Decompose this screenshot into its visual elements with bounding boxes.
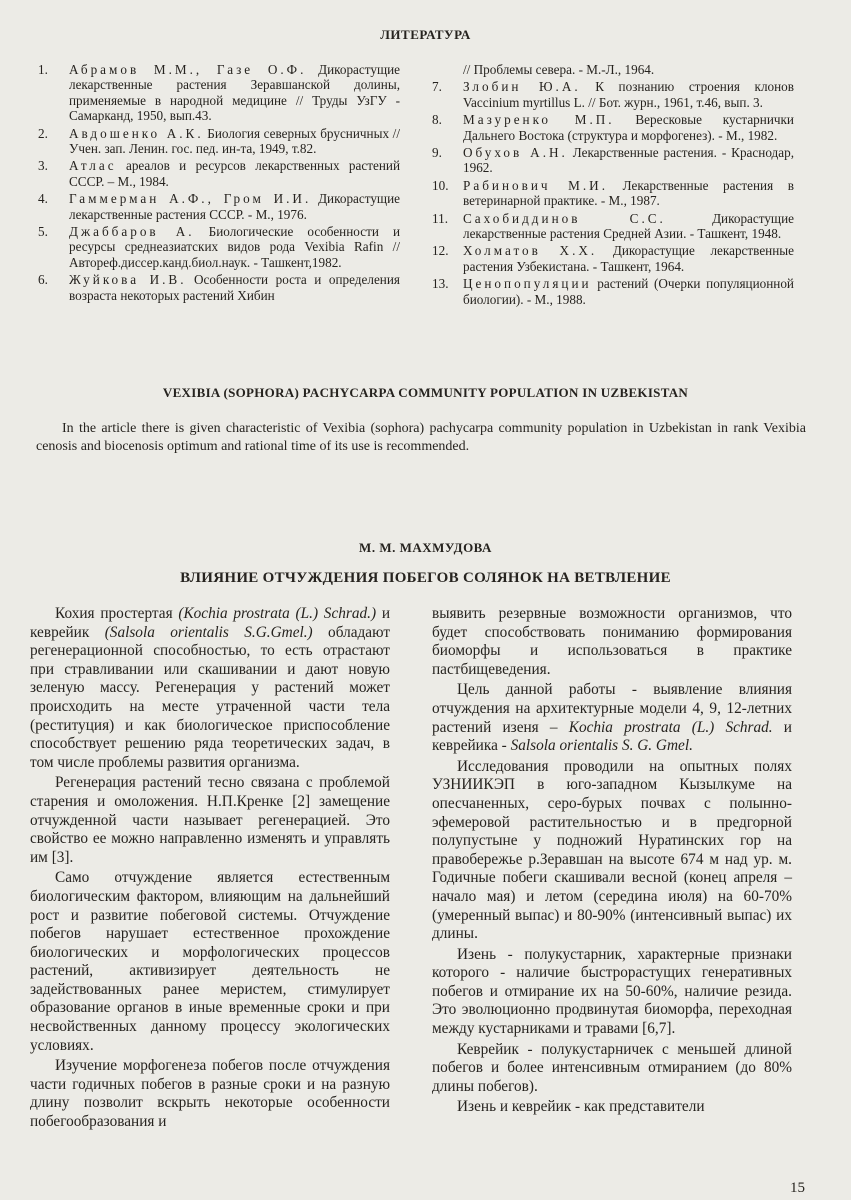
paragraph: Изень - полукустарник, характерные признаки которого - наличие быстрорастущих генеративных побегов и отмирание их на 50-60%, наличие резида. Это эволюционно продвинутая биоморфа, переходная между кустарниками и травами [6,7]. [432, 945, 792, 1038]
reference-item: 3. Атлас ареалов и ресурсов лекарственных растений СССР. – М., 1984. [38, 158, 401, 189]
reference-item: 2. Авдошенко А.К. Биология северных брусничных // Учен. зап. Ленин. гос. пед. ин-та, 1949, т.82. [38, 125, 400, 157]
paragraph: Изень и кеврейик - как представители [457, 1098, 705, 1116]
reference-item: 1. Абрамов М.М., Газе О.Ф. Дикорастущие лекарственные растения Зеравшанской долины, применяемые в народной медицине // Труды УзГУ - Самарканд, 1950, вып.43. [38, 62, 401, 124]
paragraph: Кохия простертая (Kochia prostrata (L.) Schrad.) и кеврейик (Salsola orientalis S.G.Gmel.) обладают регенерационной способностью, то есть отрастают при стравливании или скашивании и дают новую зеленую массу. Регенерация у растений может происходить на месте утраченной части тела (реституция) и как биологическое приспособление способствует решению ряда теоретических задач, в том числе проблемы развития организма. [30, 605, 391, 771]
references-heading: ЛИТЕРАТУРА [380, 27, 471, 42]
paragraph: Само отчуждение является естественным биологическим фактором, влияющим на дальнейший рост и развитие побеговой системы. Отчуждение побегов нарушает естественное прохождение биологических и морфологических процессов растений, активизирует деятельность не задействованных ранее меристем, стимулирует образование органов в иные временные сроки и при несвойственных данному процессу экологических условиях. [30, 869, 390, 1054]
paragraph: Исследования проводили на опытных полях УЗНИИКЭП в юго-западном Кызылкуме на опесчаненных, серо-бурых почвах с полынно-эфемеровой растительностью и в предгорной полупустыне у подножий Нуратинских гор на правобережье р.Зеравшан на высоте 674 м над ур. м. Годичные побеги скашивали весной (конец апреля – начало мая) и летом (середина июля) на 60-70% (умеренный выпас) и 80-90% (интенсивный выпас) их длины. [432, 757, 792, 943]
page-number: 15 [790, 1180, 805, 1196]
references-right-column [432, 62, 794, 309]
paragraph: Регенерация растений тесно связана с проблемой старения и омоложения. Н.П.Кренке [2] замещение отчужденной части называет регенерацией. Это свойство ее можно направленно изменять и управлять им [3]. [30, 774, 390, 866]
reference-item: 5. Джаббаров А. Биологические особенности и ресурсы среднеазиатских видов рода Vexibia Rafin // Автореф.диссер.канд.биол.наук. - Ташкент,1982. [38, 224, 401, 270]
reference-item: 4. Гаммерман А.Ф., Гром И.И. Дикорастущие лекарственные растения СССР. - М., 1976. [38, 191, 400, 222]
article-left-column [30, 605, 390, 1134]
article-author: М. М. МАХМУДОВА [359, 540, 492, 555]
reference-item: 11. Сахобиддинов С.С. Дикорастущие лекарственные растения Средней Азии. - Ташкент, 1948. [432, 210, 794, 242]
reference-item: 10. Рабинович М.И. Лекарственные растения в ветеринарной практике. - М., 1987. [432, 177, 794, 209]
reference-continuation: // Проблемы севера. - М.-Л., 1964. [463, 62, 655, 77]
english-abstract: In the article there is given characteristic of Vexibia (sophora) pachycarpa community population in Uzbekistan in rank Vexibia cenosis and biocenosis optimum and rational time of its use is recommended. [36, 421, 806, 454]
english-title: VEXIBIA (SOPHORA) PACHYCARPA COMMUNITY POPULATION IN UZBEKISTAN [162, 385, 689, 400]
article-right-column [432, 605, 792, 1119]
reference-item: 12. Холматов Х.Х. Дикорастущие лекарственные растения Узбекистана. - Ташкент, 1964. [432, 243, 794, 274]
paragraph: Кеврейик - полукустарничек с меньшей длиной побегов и более интенсивным отмиранием (до 80% длины побегов). [432, 1040, 792, 1095]
reference-item: 8. Мазуренко М.П. Вересковые кустарнички Дальнего Востока (структура и морфогенез). - М., 1982. [432, 112, 794, 143]
reference-item: 6. Жуйкова И.В. Особенности роста и определения возраста некоторых растений Хибин [38, 272, 400, 303]
paragraph: Изучение морфогенеза побегов после отчуждения части годичных побегов в разные сроки и на разную длину позволит вскрыть некоторые особенности побегообразования и [30, 1057, 390, 1131]
paragraph: Цель данной работы - выявление влияния отчуждения на архитектурные модели 4, 9, 12-летних растений изеня – Kochia prostrata (L.) Schrad. и кеврейика - Salsola orientalis S. G. Gmel. [432, 681, 792, 755]
reference-item: 9. Обухов А.Н. Лекарственные растения. - Краснодар, 1962. [432, 145, 794, 176]
article-title: ВЛИЯНИЕ ОТЧУЖДЕНИЯ ПОБЕГОВ СОЛЯНОК НА ВЕТВЛЕНИЕ [180, 570, 671, 586]
paragraph: выявить резервные возможности организмов, что будет способствовать пониманию формирования биоморфы и использоваться в практике пастбищеведения. [432, 605, 792, 678]
reference-item: 13. Ценопопуляции растений (Очерки популяционной биологии). - М., 1988. [432, 276, 794, 307]
references-left-column [38, 62, 400, 305]
reference-item: 7. Злобин Ю.А. К познанию строения клонов Vaccinium myrtillus L. // Бот. журн., 1961, т.46, вып. 3. [432, 79, 794, 110]
